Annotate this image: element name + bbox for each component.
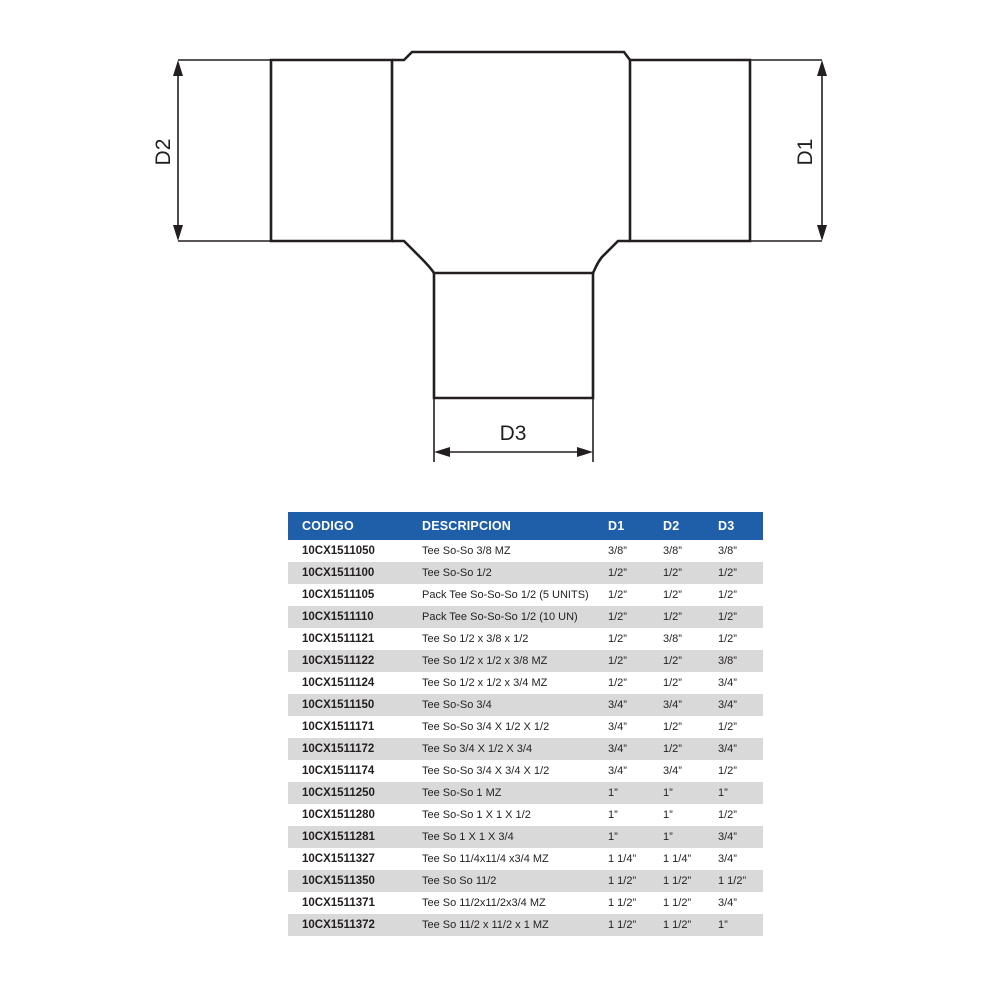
cell-d3: 1 1/2” — [708, 870, 763, 892]
table-row — [288, 694, 763, 716]
table-row — [288, 606, 763, 628]
table-row — [288, 716, 763, 738]
cell-d3: 1/2” — [708, 606, 763, 628]
cell-codigo: 10CX1511327 — [288, 848, 414, 870]
cell-d2: 1/2” — [653, 562, 708, 584]
cell-codigo: 10CX1511372 — [288, 914, 414, 936]
d1-arrow-top — [817, 60, 827, 76]
table-row — [288, 804, 763, 826]
top-run-profile — [392, 52, 630, 60]
header-d3: D3 — [708, 512, 763, 540]
d3-label: D3 — [499, 422, 527, 445]
cell-descripcion: Tee So-So 1 X 1 X 1/2 — [414, 804, 598, 826]
cell-codigo: 10CX1511122 — [288, 650, 414, 672]
cell-d3: 3/4” — [708, 848, 763, 870]
d1-label: D1 — [794, 138, 817, 166]
cell-d2: 3/4” — [653, 760, 708, 782]
cell-d3: 3/4” — [708, 738, 763, 760]
cell-descripcion: Tee So-So 1 MZ — [414, 782, 598, 804]
table-row — [288, 826, 763, 848]
cell-codigo: 10CX1511105 — [288, 584, 414, 606]
cell-d2: 1 1/4” — [653, 848, 708, 870]
cell-descripcion: Tee So-So 3/4 X 1/2 X 1/2 — [414, 716, 598, 738]
header-d1: D1 — [598, 512, 653, 540]
cell-d1: 1/2” — [598, 672, 653, 694]
cell-codigo: 10CX1511110 — [288, 606, 414, 628]
cell-descripcion: Tee So 11/2x11/2x3/4 MZ — [414, 892, 598, 914]
cell-d1: 1 1/2” — [598, 870, 653, 892]
cell-d1: 3/4” — [598, 738, 653, 760]
d2-arrow-top — [173, 60, 183, 76]
cell-d1: 1/2” — [598, 584, 653, 606]
cell-d3: 3/8” — [708, 540, 763, 562]
cell-d1: 1/2” — [598, 606, 653, 628]
cell-d2: 1/2” — [653, 650, 708, 672]
lower-right-fillet — [593, 241, 630, 273]
cell-descripcion: Tee So-So 3/8 MZ — [414, 540, 598, 562]
table-row — [288, 892, 763, 914]
d2-label: D2 — [152, 138, 175, 166]
table-row — [288, 562, 763, 584]
cell-d3: 1/2” — [708, 760, 763, 782]
d2-arrow-bottom — [173, 225, 183, 241]
cell-d2: 1” — [653, 782, 708, 804]
cell-codigo: 10CX1511250 — [288, 782, 414, 804]
cell-d1: 3/4” — [598, 694, 653, 716]
cell-codigo: 10CX1511371 — [288, 892, 414, 914]
cell-d2: 3/8” — [653, 540, 708, 562]
cell-descripcion: Tee So 1/2 x 1/2 x 3/8 MZ — [414, 650, 598, 672]
cell-d2: 3/8” — [653, 628, 708, 650]
table-header — [288, 512, 763, 540]
cell-codigo: 10CX1511121 — [288, 628, 414, 650]
table-body — [288, 540, 763, 936]
cell-d3: 1/2” — [708, 716, 763, 738]
cell-d3: 3/4” — [708, 672, 763, 694]
cell-d2: 1 1/2” — [653, 870, 708, 892]
cell-d2: 1” — [653, 826, 708, 848]
cell-codigo: 10CX1511050 — [288, 540, 414, 562]
cell-d3: 3/4” — [708, 694, 763, 716]
cell-d2: 1/2” — [653, 716, 708, 738]
cell-d3: 1/2” — [708, 804, 763, 826]
cell-codigo: 10CX1511350 — [288, 870, 414, 892]
cell-descripcion: Pack Tee So-So-So 1/2 (5 UNITS) — [414, 584, 598, 606]
cell-descripcion: Tee So 11/2 x 11/2 x 1 MZ — [414, 914, 598, 936]
cell-d1: 1” — [598, 782, 653, 804]
table-row — [288, 760, 763, 782]
cell-descripcion: Pack Tee So-So-So 1/2 (10 UN) — [414, 606, 598, 628]
cell-d1: 1/2” — [598, 628, 653, 650]
dimension-d2 — [173, 60, 271, 241]
left-socket-outline — [271, 60, 392, 241]
table-row — [288, 672, 763, 694]
cell-d2: 1 1/2” — [653, 914, 708, 936]
cell-d2: 1/2” — [653, 606, 708, 628]
cell-d2: 1” — [653, 804, 708, 826]
cell-d1: 3/8” — [598, 540, 653, 562]
cell-descripcion: Tee So 1 X 1 X 3/4 — [414, 826, 598, 848]
cell-codigo: 10CX1511280 — [288, 804, 414, 826]
cell-d2: 3/4” — [653, 694, 708, 716]
cell-d1: 3/4” — [598, 716, 653, 738]
table-row — [288, 650, 763, 672]
cell-d2: 1/2” — [653, 584, 708, 606]
table-row — [288, 738, 763, 760]
header-descripcion: DESCRIPCION — [414, 512, 598, 540]
header-codigo: CODIGO — [288, 512, 414, 540]
cell-descripcion: Tee So So 11/2 — [414, 870, 598, 892]
d3-arrow-left — [434, 447, 450, 457]
cell-codigo: 10CX1511124 — [288, 672, 414, 694]
cell-codigo: 10CX1511171 — [288, 716, 414, 738]
table-row — [288, 584, 763, 606]
cell-d1: 1 1/2” — [598, 892, 653, 914]
cell-descripcion: Tee So 1/2 x 3/8 x 1/2 — [414, 628, 598, 650]
cell-descripcion: Tee So 11/4x11/4 x3/4 MZ — [414, 848, 598, 870]
table-row — [288, 914, 763, 936]
table-row — [288, 628, 763, 650]
cell-descripcion: Tee So 1/2 x 1/2 x 3/4 MZ — [414, 672, 598, 694]
cell-d3: 1” — [708, 914, 763, 936]
bottom-socket-outline — [434, 273, 593, 398]
cell-d2: 1/2” — [653, 738, 708, 760]
d1-arrow-bottom — [817, 225, 827, 241]
product-spec-table-container — [288, 512, 747, 936]
cell-codigo: 10CX1511150 — [288, 694, 414, 716]
table-header-row — [288, 512, 763, 540]
table-row — [288, 782, 763, 804]
cell-descripcion: Tee So-So 3/4 — [414, 694, 598, 716]
cell-d1: 1 1/2” — [598, 914, 653, 936]
cell-descripcion: Tee So 3/4 X 1/2 X 3/4 — [414, 738, 598, 760]
cell-d3: 3/4” — [708, 892, 763, 914]
table-row — [288, 870, 763, 892]
tee-fitting-svg — [0, 0, 1000, 490]
cell-d3: 1/2” — [708, 628, 763, 650]
cell-d3: 1” — [708, 782, 763, 804]
cell-d1: 1/2” — [598, 562, 653, 584]
cell-d3: 1/2” — [708, 562, 763, 584]
tee-fitting-drawing — [0, 0, 1000, 490]
cell-d1: 1” — [598, 804, 653, 826]
cell-d1: 1/2” — [598, 650, 653, 672]
header-d2: D2 — [653, 512, 708, 540]
cell-d1: 1 1/4” — [598, 848, 653, 870]
cell-d1: 3/4” — [598, 760, 653, 782]
cell-codigo: 10CX1511174 — [288, 760, 414, 782]
cell-d2: 1 1/2” — [653, 892, 708, 914]
cell-d2: 1/2” — [653, 672, 708, 694]
cell-codigo: 10CX1511281 — [288, 826, 414, 848]
cell-d3: 1/2” — [708, 584, 763, 606]
right-socket-outline — [630, 60, 750, 241]
cell-descripcion: Tee So-So 1/2 — [414, 562, 598, 584]
tee-body-outline — [271, 52, 750, 398]
cell-d1: 1” — [598, 826, 653, 848]
table-row — [288, 540, 763, 562]
lower-left-fillet — [392, 241, 434, 273]
table-row — [288, 848, 763, 870]
d3-arrow-right — [577, 447, 593, 457]
cell-d3: 3/4” — [708, 826, 763, 848]
cell-d3: 3/8” — [708, 650, 763, 672]
cell-codigo: 10CX1511172 — [288, 738, 414, 760]
cell-codigo: 10CX1511100 — [288, 562, 414, 584]
cell-descripcion: Tee So-So 3/4 X 3/4 X 1/2 — [414, 760, 598, 782]
product-spec-table — [288, 512, 763, 936]
